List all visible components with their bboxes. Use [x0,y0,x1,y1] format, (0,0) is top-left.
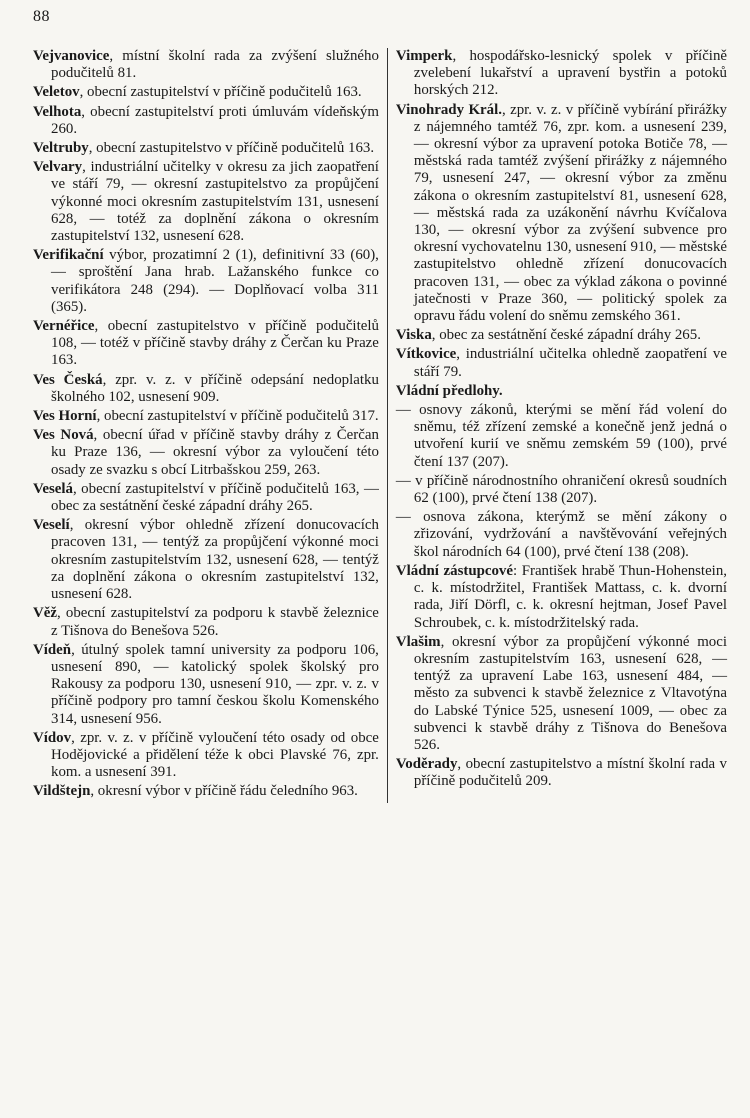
entry-headword: Veletov [33,84,80,101]
entry-text: , obec za sestátnění české západní dráhy 265. [431,327,701,344]
index-entry [33,140,379,157]
entry-headword: Vinohrady Král. [395,101,502,118]
entry-text: , hospodářsko-lesnický spolek v příčině zvelebení lukařství a upravení bystřin a potoků horských 212. [413,48,727,99]
index-entry [33,159,379,245]
index-columns [33,48,727,803]
entry-headword: Velhota [33,103,82,120]
index-entry [33,730,379,782]
entry-text: , obecní zastupitelství proti úmluvám vídeňským 260. [51,103,379,137]
entry-text: , zpr. v. z. v příčině odepsání nedoplatku školného 102, usnesení 909. [51,371,379,405]
entry-text: , místní školní rada za zvýšení služného podučitelů 81. [51,48,379,82]
entry-text: , útulný spolek tamní university za podporu 106, usnesení 890, — katolický spolek školský pro Rakousy za podporu 130, usnesení 910, — zpr. v. z. v příčině podpory pro tamní českou školu Komenského 314, usnesení 956. [51,641,379,727]
vladni-predloha-item: — osnova zákona, kterýmž se mění zákony o zřizování, vydržování a navštěvování veřejných škol národních 64 (100), prvé čtení 138 (208). [395,509,727,560]
index-entry [396,634,727,754]
index-entry [33,247,379,316]
entry-headword: Veselá [33,480,73,497]
entry-headword: Věž [33,605,57,622]
index-entry [33,783,379,800]
entry-headword: Veselí [33,517,70,534]
left-column [33,48,387,803]
entry-text: , obecní zastupitelstvo v příčině podučitelů 108, — totéž v příčině stavby dráhy z Čerčan ku Praze 163. [51,318,379,369]
entry-headword: Vildštejn [33,783,91,800]
entry-text: výbor, prozatimní 2 (1), definitivní 33 (60), — sproštění Jana hrab. Lažanského funkce co verifikátora 248 (294). — Doplňovací volba 311 (365). [51,247,379,315]
entry-headword: Vernéřice [33,318,95,335]
entry-text: , obecní zastupitelství v příčině podučitelů 163, — obec za sestátnění české západní dráhy 265. [51,480,379,515]
index-entry [33,408,379,425]
index-entry [33,84,379,101]
index-entry [33,605,379,639]
entry-headword: Veltruby [33,140,89,157]
entry-text: , obecní zastupitelstvo v příčině podučitelů 163. [88,140,375,157]
entry-text: , obecní úřad v příčině stavby dráhy z Čerčan ku Praze 136, — okresní výbor za vyloučení této osady ze svazku s obcí Litrbašskou 259, 263. [51,427,379,478]
entry-text: , okresní výbor ohledně zřízení donucovacích pracoven 131, — tentýž za propůjčení výkonné moci okresním zastupitelstvím 132, usnesení 628, — tentýž za doplnění zákona o okresním zastupitelství 132, usnesení 628. [51,517,379,603]
index-entry [396,102,727,326]
index-entry [396,327,727,344]
entry-headword: Vejvanovice [33,48,110,64]
index-entry [33,642,379,728]
vladni-predloha-item: — osnovy zákonů, kterými se mění řád volení do sněmu, též zřízení zemské a konečně jenž jedná o utvoření kurií ve sněmu zemském 59 (100), prvé čtení 137 (207). [395,402,727,470]
index-entry [396,346,727,380]
entry-text: , obecní zastupitelstvo a místní školní rada v příčině podučitelů 209. [413,756,727,790]
entry-text: , obecní zastupitelství za podporu k stavbě železnice z Tišnova do Benešova 526. [51,605,379,639]
index-entry [396,48,727,100]
index-entry [33,427,379,479]
index-entry [33,104,379,138]
index-entry [33,318,379,370]
entry-headword: Vídeň [33,641,72,658]
entry-text: , zpr. v. z. v příčině vyloučení této osady od obce Hodějovické a přidělení téže k obci Plavské 76, zpr. kom. a usnesení 391. [51,729,379,781]
entry-text: : František hrabě Thun-Hohenstein, c. k. místodržitel, František Mattass, c. k. dvorní rada, Jiří Dörfl, c. k. okresní hejtman, Josef Pavel Schroubek, c. k. místodržitelský rada. [413,562,727,631]
vladni-predloha-item: — v příčině národnostního ohraničení okresů soudních 62 (100), prvé čtení 138 (207). [395,472,727,507]
entry-headword: Verifikační [33,247,104,264]
entry-text: , obecní zastupitelství v příčině podučitelů 163. [79,84,362,101]
entry-headword: Viska [395,327,432,344]
entry-headword: Ves Horní [33,408,97,425]
index-entry [33,481,379,515]
index-entry [33,372,379,406]
index-entry [396,756,727,790]
entry-headword: Vídov [33,729,72,746]
right-column [387,48,727,803]
entry-headword: Ves Česká [33,371,103,388]
entry-text: , industriální učitelka ohledně zaopatření ve stáří 79. [413,346,727,380]
entry-text: , okresní výbor v příčině řádu čeledního 963. [90,783,358,800]
entry-headword: Vládní zástupcové [395,562,513,579]
entry-headword: Velvary [33,159,83,176]
entry-headword: Vládní předlohy. [395,382,503,399]
entry-headword: Vítkovice [395,346,457,363]
entry-text: , zpr. v. z. v příčině vybírání přirážky z nájemného tamtéž 76, zpr. kom. a usnesení 239, — okresní výbor za upravení potoka Botiče 78, — městská rada tamtéž zvýšení přirážky z nájemného 79, usnesení 247, — okresní výbor za změnu zákona o okresním zastupitelství 81, usnesení 628, — městská rada za uzákonění návrhu Kvíčalova 130, — okresní výbor za zvýšení subvence pro okresní vychovatelnu 130, usnesení 910, — městské zastupitelstvo ohledně zřízení donucovacích pracoven 131, — obec za výklad zákona o povinné jatečnosti v Praze 360, — politický spolek za opravu řádu volení do sněmu zemského 361. [413,101,727,325]
index-entry [33,517,379,603]
page-number: 88 [33,8,50,25]
entry-headword: Vimperk [395,48,453,64]
entry-text: , obecní zastupitelství v příčině podučitelů 317. [96,408,379,425]
entry-text: , industriální učitelky v okresu za jich zaopatření ve stáří 79, — okresní zastupitelstvo za propůjčení výkonné moci okresním zastupitelstvím 131, usnesení 628, — totéž za doplnění zákona o okresním zastupitelství 132, usnesení 628. [51,159,379,245]
entry-headword: Vlašim [395,633,441,650]
index-entry [33,48,379,82]
index-entry [396,383,727,400]
entry-headword: Voděrady [395,756,458,773]
index-entry [396,563,727,632]
entry-headword: Ves Nová [33,427,94,444]
entry-text: , okresní výbor za propůjčení výkonné moci okresním zastupitelstvím 163, usnesení 628, — tentýž za upravení Labe 163, usnesení 484, — město za subvenci k stavbě železnice z Vltavotýna do Labské Týnice 525, usnesení 1009, — obec za subvenci k stavbě dráhy z Tišnova do Benešova 526. [413,633,727,753]
